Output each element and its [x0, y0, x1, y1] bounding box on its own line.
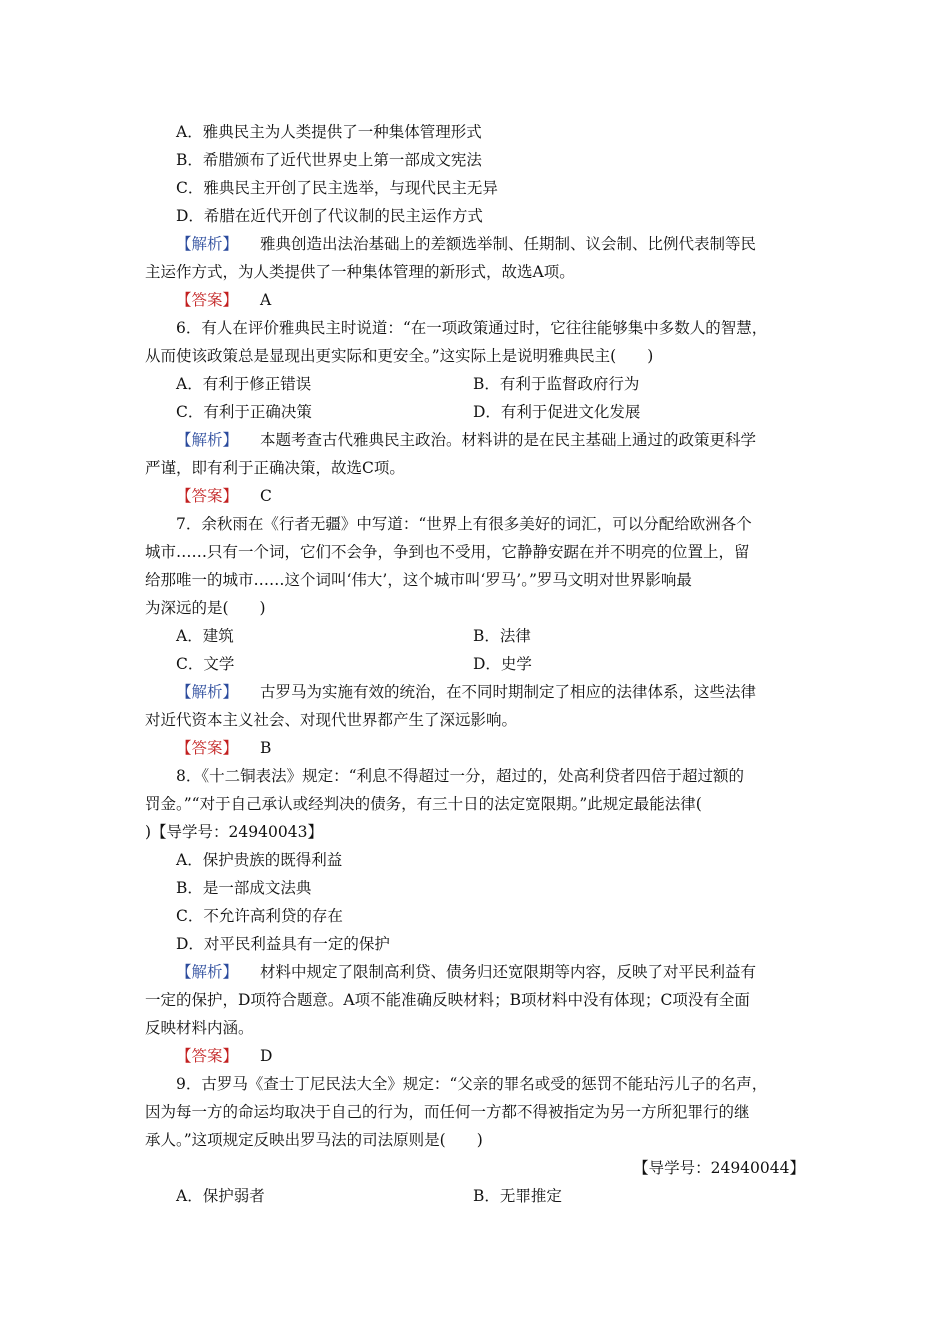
q9-stem-2: 因为每一方的命运均取决于自己的行为，而任何一方都不得被指定为另一方所犯罪行的继	[145, 1103, 750, 1121]
q5-answer-value: A	[260, 291, 272, 309]
q8-option-a: A．保护贵族的既得利益	[176, 851, 343, 869]
q6-answer	[145, 482, 805, 510]
q9-stem-1: 9．古罗马《查士丁尼民法大全》规定：“父亲的罪名或受的惩罚不能玷污儿子的名声，	[176, 1075, 768, 1093]
q6-option-b: B．有利于监督政府行为	[473, 375, 640, 393]
q9-option-a: A．保护弱者	[176, 1187, 265, 1205]
q5-analysis	[145, 230, 805, 258]
q6-option-d: D．有利于促进文化发展	[473, 403, 641, 421]
q8-option-c: C．不允许高利贷的存在	[176, 907, 343, 925]
analysis-tag: 【解析】	[176, 431, 239, 449]
q8-answer-value: D	[260, 1047, 273, 1065]
q7-stem-1: 7．余秋雨在《行者无疆》中写道：“世界上有很多美好的词汇，可以分配给欧洲各个	[176, 515, 752, 533]
q6-answer-value: C	[260, 487, 272, 505]
q8-option-d: D．对平民利益具有一定的保护	[176, 935, 390, 953]
q7-options-row-2	[145, 650, 805, 678]
q7-option-c: C．文学	[176, 655, 235, 673]
q7-stem-3: 给那唯一的城市……这个词叫‘伟大’，这个城市叫‘罗马’。”罗马文明对世界影响最	[145, 571, 692, 589]
q9-options-row-1	[145, 1182, 805, 1210]
q7-option-b: B．法律	[473, 627, 531, 645]
q7-analysis	[145, 678, 805, 706]
q5-option-d: D．希腊在近代开创了代议制的民主运作方式	[176, 207, 483, 225]
q8-stem-3: )【导学号：24940043】	[145, 823, 323, 841]
q8-analysis	[145, 958, 805, 986]
q6-analysis-cont: 严谨，即有利于正确决策，故选C项。	[145, 459, 405, 477]
q8-analysis-text-1: 材料中规定了限制高利贷、债务归还宽限期等内容，反映了对平民利益有	[260, 963, 757, 981]
q5-option-b: B．希腊颁布了近代世界史上第一部成文宪法	[176, 151, 482, 169]
q7-answer	[145, 734, 805, 762]
answer-tag: 【答案】	[176, 1047, 239, 1065]
q6-analysis-text-1: 本题考查古代雅典民主政治。材料讲的是在民主基础上通过的政策更科学	[260, 431, 757, 449]
answer-tag: 【答案】	[176, 739, 239, 757]
q6-analysis	[145, 426, 805, 454]
q8-analysis-cont-2: 反映材料内涵。	[145, 1019, 254, 1037]
q8-stem-1: 8．《十二铜表法》规定：“利息不得超过一分，超过的，处高利贷者四倍于超过额的	[176, 767, 745, 785]
q6-option-a: A．有利于修正错误	[176, 375, 312, 393]
q7-analysis-text-1: 古罗马为实施有效的统治，在不同时期制定了相应的法律体系，这些法律	[260, 683, 757, 701]
analysis-tag: 【解析】	[176, 235, 239, 253]
analysis-tag: 【解析】	[176, 683, 239, 701]
q9-option-b: B．无罪推定	[473, 1187, 562, 1205]
q7-stem-4: 为深远的是( )	[145, 599, 266, 617]
q6-options-row-1	[145, 370, 805, 398]
q9-stem-3: 承人。”这项规定反映出罗马法的司法原则是( )	[145, 1131, 483, 1149]
q5-analysis-text-1: 雅典创造出法治基础上的差额选举制、任期制、议会制、比例代表制等民	[260, 235, 757, 253]
q9-guide-number: 【导学号：24940044】	[633, 1159, 805, 1177]
q7-option-a: A．建筑	[176, 627, 234, 645]
q8-option-b: B．是一部成文法典	[176, 879, 312, 897]
q7-stem-2: 城市……只有一个词，它们不会争，争到也不受用，它静静安踞在并不明亮的位置上，留	[145, 543, 750, 561]
q5-option-a: A．雅典民主为人类提供了一种集体管理形式	[176, 123, 482, 141]
q6-option-c: C．有利于正确决策	[176, 403, 312, 421]
q8-answer	[145, 1042, 805, 1070]
document-body	[145, 118, 805, 1210]
analysis-tag: 【解析】	[176, 963, 239, 981]
answer-tag: 【答案】	[176, 487, 239, 505]
q7-option-d: D．史学	[473, 655, 532, 673]
q6-stem-2: 从而使该政策总是显现出更实际和更安全。”这实际上是说明雅典民主( )	[145, 347, 654, 365]
q8-analysis-cont-1: 一定的保护，D项符合题意。A项不能准确反映材料；B项材料中没有体现；C项没有全面	[145, 991, 750, 1009]
q5-analysis-cont: 主运作方式，为人类提供了一种集体管理的新形式，故选A项。	[145, 263, 575, 281]
q8-stem-2: 罚金。”“对于自己承认或经判决的债务，有三十日的法定宽限期。”此规定最能法律(	[145, 795, 702, 813]
q6-stem-1: 6．有人在评价雅典民主时说道：“在一项政策通过时，它往往能够集中多数人的智慧，	[176, 319, 768, 337]
q7-options-row-1	[145, 622, 805, 650]
answer-tag: 【答案】	[176, 291, 239, 309]
q7-answer-value: B	[260, 739, 272, 757]
q7-analysis-cont: 对近代资本主义社会、对现代世界都产生了深远影响。	[145, 711, 518, 729]
q5-option-c: C．雅典民主开创了民主选举，与现代民主无异	[176, 179, 498, 197]
q6-options-row-2	[145, 398, 805, 426]
q5-answer	[145, 286, 805, 314]
